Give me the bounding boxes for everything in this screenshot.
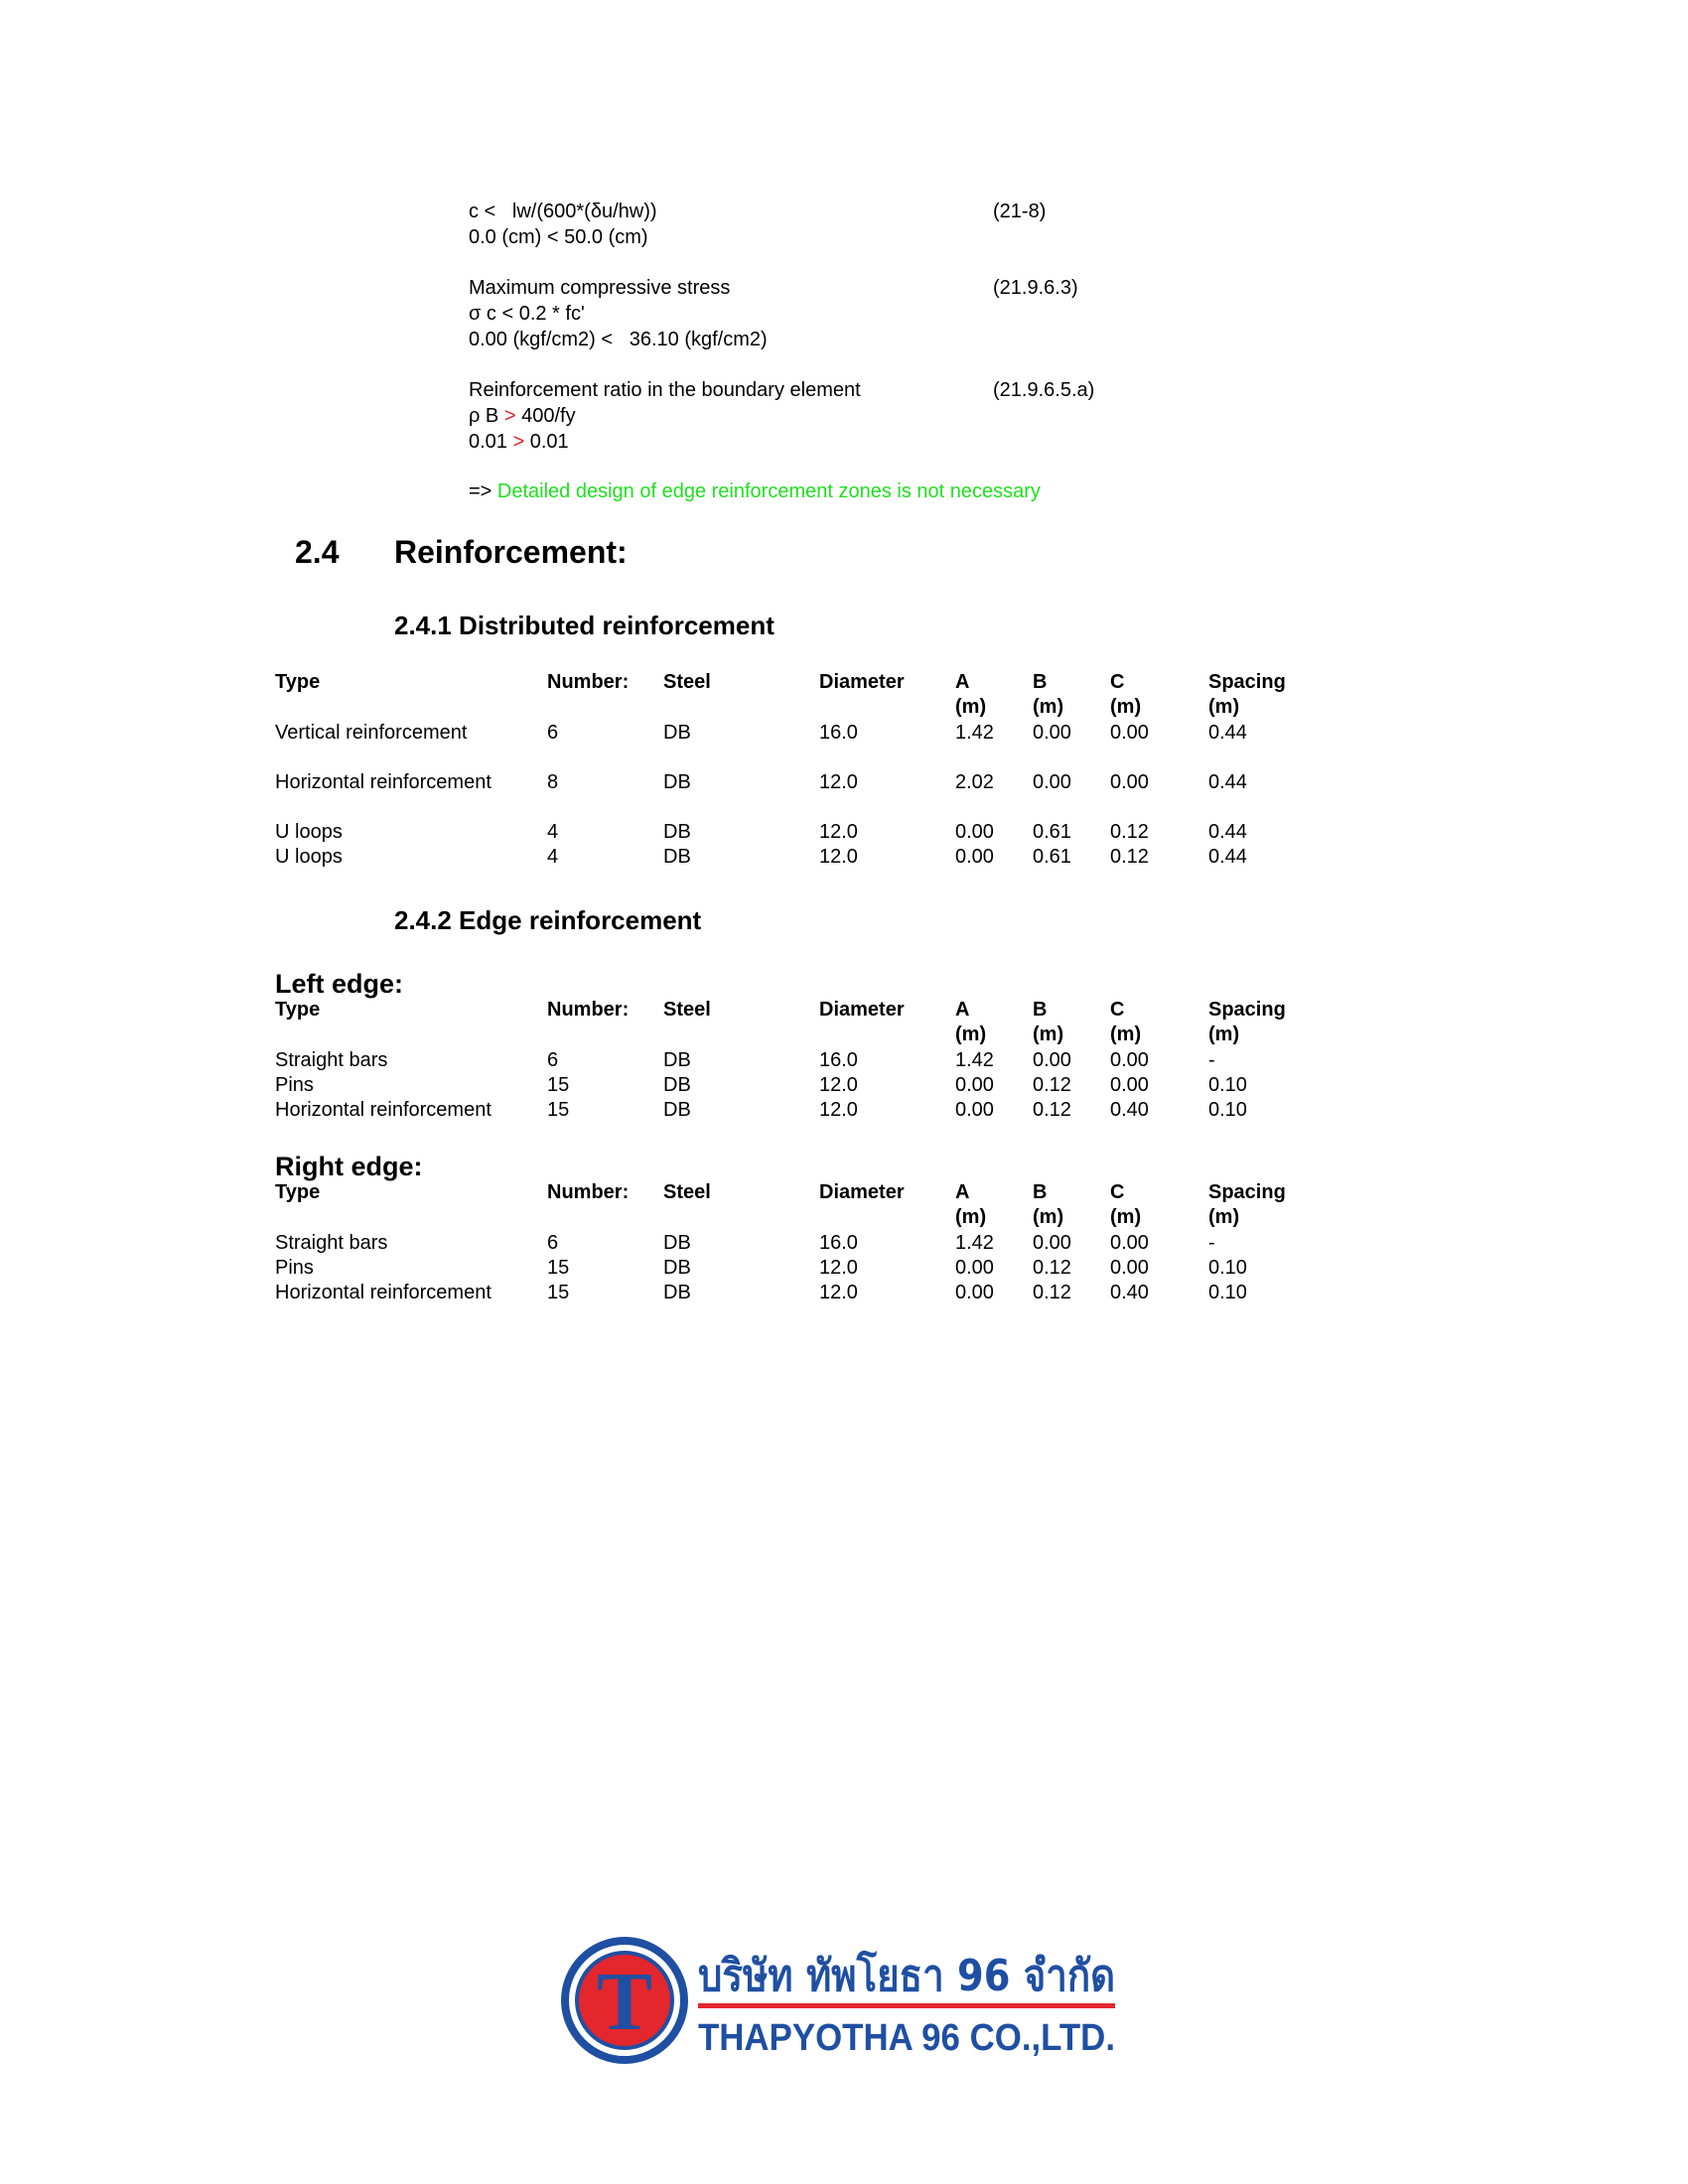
table-cell-number: 15 (547, 1099, 570, 1121)
table-cell-spacing: 0.10 (1208, 1257, 1247, 1279)
left-edge-table (0, 998, 1688, 1137)
ratio-formula-operator: > (503, 405, 516, 427)
ratio-formula-left: ρ B (469, 405, 504, 427)
table-cell-spacing: 0.44 (1208, 771, 1247, 793)
table-cell-steel: DB (663, 1074, 691, 1096)
ratio-formula (469, 403, 985, 429)
ratio-result (469, 429, 985, 455)
column-header-b: B (1033, 999, 1048, 1021)
column-header-spacing: Spacing (1208, 1181, 1286, 1203)
section-title: Reinforcement: (394, 534, 628, 570)
table-cell-diameter: 12.0 (819, 771, 858, 793)
table-cell-number: 4 (547, 821, 559, 843)
column-unit-spacing: (m) (1208, 696, 1240, 718)
table-cell-c: 0.40 (1110, 1282, 1149, 1303)
stress-result: 0.00 (kgf/cm2) < 36.10 (kgf/cm2) (469, 329, 768, 350)
table-cell-diameter: 12.0 (819, 846, 858, 868)
column-header-steel: Steel (663, 1181, 711, 1203)
table-cell-steel: DB (663, 1049, 691, 1071)
column-header-a: A (955, 999, 970, 1021)
table-cell-c: 0.00 (1110, 1074, 1149, 1096)
column-unit-c: (m) (1110, 1206, 1142, 1228)
table-cell-c: 0.00 (1110, 722, 1149, 744)
column-unit-b: (m) (1033, 696, 1064, 718)
table-cell-type: Horizontal reinforcement (275, 1282, 492, 1303)
column-header-spacing: Spacing (1208, 671, 1286, 693)
column-header-c: C (1110, 999, 1125, 1021)
column-header-diameter: Diameter (819, 1181, 905, 1203)
column-header-number: Number: (547, 671, 630, 693)
column-header-a: A (955, 671, 970, 693)
table-cell-type: U loops (275, 846, 343, 868)
table-cell-type: Horizontal reinforcement (275, 1099, 492, 1121)
table-cell-a: 0.00 (955, 1257, 994, 1279)
right-edge-heading: Right edge: (275, 1152, 423, 1181)
table-cell-spacing: - (1208, 1232, 1215, 1254)
table-cell-diameter: 16.0 (819, 1049, 858, 1071)
table-cell-type: Horizontal reinforcement (275, 771, 492, 793)
table-cell-diameter: 12.0 (819, 821, 858, 843)
conclusion (469, 478, 1041, 504)
table-cell-b: 0.00 (1033, 1232, 1071, 1254)
distributed-table (0, 670, 1688, 888)
table-cell-number: 8 (547, 771, 559, 793)
table-cell-c: 0.00 (1110, 1049, 1149, 1071)
ratio-result-operator: > (512, 431, 525, 453)
column-header-type: Type (275, 671, 321, 693)
left-edge-heading: Left edge: (275, 969, 404, 999)
logo-english-name: THAPYOTHA 96 CO.,LTD. (698, 2017, 1115, 2059)
column-header-steel: Steel (663, 671, 711, 693)
table-cell-a: 0.00 (955, 846, 994, 868)
table-cell-a: 0.00 (955, 1282, 994, 1303)
table-cell-b: 0.12 (1033, 1074, 1071, 1096)
table-cell-spacing: 0.10 (1208, 1099, 1247, 1121)
column-unit-spacing: (m) (1208, 1206, 1240, 1228)
table-cell-spacing: - (1208, 1049, 1215, 1071)
table-cell-type: Vertical reinforcement (275, 722, 468, 744)
table-cell-b: 0.00 (1033, 1049, 1071, 1071)
column-header-number: Number: (547, 999, 630, 1021)
stress-formula: σ c < 0.2 * fc' (469, 303, 585, 325)
table-cell-c: 0.00 (1110, 1232, 1149, 1254)
column-header-type: Type (275, 1181, 321, 1203)
table-cell-type: Straight bars (275, 1232, 388, 1254)
table-cell-c: 0.12 (1110, 846, 1149, 868)
table-cell-spacing: 0.44 (1208, 821, 1247, 843)
column-header-a: A (955, 1181, 970, 1203)
table-cell-a: 0.00 (955, 1099, 994, 1121)
table-cell-type: U loops (275, 821, 343, 843)
table-cell-b: 0.12 (1033, 1099, 1071, 1121)
table-cell-c: 0.00 (1110, 1257, 1149, 1279)
table-cell-diameter: 12.0 (819, 1074, 858, 1096)
table-cell-type: Straight bars (275, 1049, 388, 1071)
logo-divider (698, 2003, 1115, 2008)
calc-stress (469, 275, 965, 352)
table-cell-number: 6 (547, 1049, 559, 1071)
emblem-letter: T (596, 1956, 653, 2048)
table-cell-number: 15 (547, 1282, 570, 1303)
table-cell-spacing: 0.44 (1208, 846, 1247, 868)
ratio-result-right: 0.01 (524, 431, 569, 453)
table-cell-b: 0.12 (1033, 1257, 1071, 1279)
table-cell-steel: DB (663, 1232, 691, 1254)
calc-ratio (469, 377, 985, 455)
table-cell-steel: DB (663, 1257, 691, 1279)
logo-thai-name: บริษัท ทัพโยธา 96 จำกัด (698, 1951, 1137, 2001)
column-header-b: B (1033, 671, 1048, 693)
table-cell-number: 15 (547, 1257, 570, 1279)
conclusion-arrow: => (469, 480, 497, 502)
table-cell-a: 0.00 (955, 1074, 994, 1096)
company-emblem (561, 1931, 1137, 2070)
column-unit-a: (m) (955, 696, 987, 718)
table-cell-b: 0.61 (1033, 821, 1071, 843)
table-cell-b: 0.61 (1033, 846, 1071, 868)
table-cell-type: Pins (275, 1074, 314, 1096)
table-cell-diameter: 12.0 (819, 1257, 858, 1279)
table-cell-diameter: 16.0 (819, 1232, 858, 1254)
table-cell-steel: DB (663, 846, 691, 868)
column-unit-a: (m) (955, 1206, 987, 1228)
table-cell-c: 0.40 (1110, 1099, 1149, 1121)
table-cell-steel: DB (663, 722, 691, 744)
column-header-c: C (1110, 671, 1125, 693)
table-cell-a: 1.42 (955, 1049, 994, 1071)
table-cell-a: 1.42 (955, 1232, 994, 1254)
table-cell-steel: DB (663, 821, 691, 843)
edge-title: 2.4.2 Edge reinforcement (394, 905, 702, 935)
column-unit-b: (m) (1033, 1206, 1064, 1228)
c-check-result: 0.0 (cm) < 50.0 (cm) (469, 226, 648, 248)
table-cell-steel: DB (663, 771, 691, 793)
table-cell-steel: DB (663, 1282, 691, 1303)
table-cell-number: 6 (547, 722, 559, 744)
table-cell-a: 2.02 (955, 771, 994, 793)
section-number: 2.4 (295, 534, 340, 570)
table-cell-a: 1.42 (955, 722, 994, 744)
c-check-ref: (21-8) (993, 201, 1047, 222)
table-cell-b: 0.12 (1033, 1282, 1071, 1303)
distributed-title: 2.4.1 Distributed reinforcement (394, 611, 774, 640)
column-header-spacing: Spacing (1208, 999, 1286, 1021)
c-check-formula: c < lw/(600*(δu/hw)) (469, 201, 657, 222)
table-cell-a: 0.00 (955, 821, 994, 843)
table-cell-spacing: 0.44 (1208, 722, 1247, 744)
ratio-title: Reinforcement ratio in the boundary element (469, 379, 861, 401)
table-cell-b: 0.00 (1033, 771, 1071, 793)
column-unit-c: (m) (1110, 696, 1142, 718)
table-cell-diameter: 12.0 (819, 1099, 858, 1121)
company-logo (561, 1931, 1137, 2070)
table-cell-number: 15 (547, 1074, 570, 1096)
ratio-formula-right: 400/fy (515, 405, 576, 427)
column-header-diameter: Diameter (819, 999, 905, 1021)
table-cell-spacing: 0.10 (1208, 1074, 1247, 1096)
column-header-diameter: Diameter (819, 671, 905, 693)
ratio-ref: (21.9.6.5.a) (993, 379, 1095, 401)
table-cell-type: Pins (275, 1257, 314, 1279)
table-cell-diameter: 16.0 (819, 722, 858, 744)
column-header-steel: Steel (663, 999, 711, 1021)
column-header-type: Type (275, 999, 321, 1021)
table-cell-spacing: 0.10 (1208, 1282, 1247, 1303)
column-unit-a: (m) (955, 1024, 987, 1045)
table-cell-number: 4 (547, 846, 559, 868)
column-header-c: C (1110, 1181, 1125, 1203)
column-unit-spacing: (m) (1208, 1024, 1240, 1045)
right-edge-table (0, 1180, 1688, 1319)
column-header-number: Number: (547, 1181, 630, 1203)
table-cell-steel: DB (663, 1099, 691, 1121)
column-unit-c: (m) (1110, 1024, 1142, 1045)
table-cell-number: 6 (547, 1232, 559, 1254)
ratio-result-left: 0.01 (469, 431, 513, 453)
stress-title: Maximum compressive stress (469, 277, 731, 299)
column-unit-b: (m) (1033, 1024, 1064, 1045)
stress-ref: (21.9.6.3) (993, 277, 1078, 299)
conclusion-text: Detailed design of edge reinforcement zones is not necessary (496, 480, 1041, 502)
table-cell-c: 0.12 (1110, 821, 1149, 843)
table-cell-diameter: 12.0 (819, 1282, 858, 1303)
table-cell-b: 0.00 (1033, 722, 1071, 744)
table-cell-c: 0.00 (1110, 771, 1149, 793)
column-header-b: B (1033, 1181, 1048, 1203)
